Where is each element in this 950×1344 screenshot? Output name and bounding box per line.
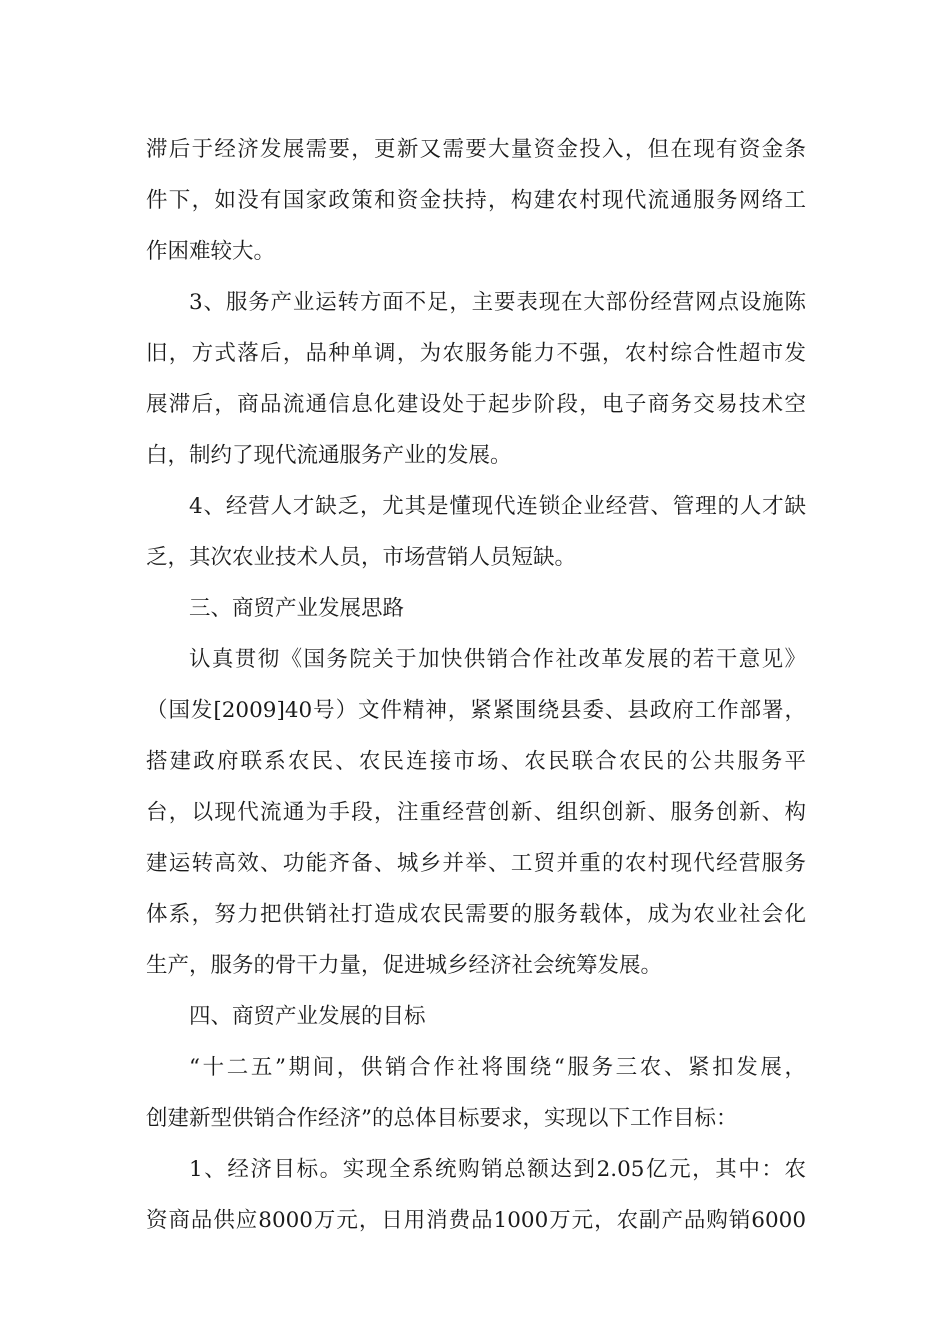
text-line-13: 搭建政府联系农民、农民连接市场、农民联合农民的公共服务平 bbox=[146, 749, 806, 774]
text-line-12: （国发[2009]40号）文件精神，紧紧围绕县委、县政府工作部署， bbox=[146, 698, 806, 723]
text-line-1: 滞后于经济发展需要，更新又需要大量资金投入，但在现有资金条 bbox=[146, 137, 806, 162]
text-line-21: 1、经济目标。实现全系统购销总额达到2.05亿元，其中：农 bbox=[189, 1157, 806, 1182]
text-line-22: 资商品供应8000万元，日用消费品1000万元，农副产品购销6000 bbox=[146, 1208, 806, 1233]
text-line-17: 生产，服务的骨干力量，促进城乡经济社会统筹发展。 bbox=[146, 953, 663, 978]
text-line-2: 件下，如没有国家政策和资金扶持，构建农村现代流通服务网络工 bbox=[146, 188, 806, 213]
text-line-5: 旧，方式落后，品种单调，为农服务能力不强，农村综合性超市发 bbox=[146, 341, 806, 366]
text-line-9: 乏，其次农业技术人员，市场营销人员短缺。 bbox=[146, 545, 577, 570]
section-heading-3: 三、商贸产业发展思路 bbox=[189, 596, 405, 621]
text-line-15: 建运转高效、功能齐备、城乡并举、工贸并重的农村现代经营服务 bbox=[146, 851, 806, 876]
text-line-3: 作困难较大。 bbox=[146, 239, 276, 264]
text-line-20: 创建新型供销合作经济”的总体目标要求，实现以下工作目标： bbox=[146, 1106, 738, 1131]
section-heading-4: 四、商贸产业发展的目标 bbox=[189, 1004, 426, 1029]
text-line-7: 白，制约了现代流通服务产业的发展。 bbox=[146, 443, 512, 468]
text-line-6: 展滞后，商品流通信息化建设处于起步阶段，电子商务交易技术空 bbox=[146, 392, 806, 417]
text-line-4: 3、服务产业运转方面不足，主要表现在大部份经营网点设施陈 bbox=[189, 290, 806, 315]
text-line-19: “十二五”期间，供销合作社将围绕“服务三农、紧扣发展， bbox=[189, 1055, 806, 1080]
text-line-16: 体系，努力把供销社打造成农民需要的服务载体，成为农业社会化 bbox=[146, 902, 806, 927]
text-line-8: 4、经营人才缺乏，尤其是懂现代连锁企业经营、管理的人才缺 bbox=[189, 494, 806, 519]
text-line-11: 认真贯彻《国务院关于加快供销合作社改革发展的若干意见》 bbox=[189, 647, 806, 672]
text-line-14: 台，以现代流通为手段，注重经营创新、组织创新、服务创新、构 bbox=[146, 800, 806, 825]
